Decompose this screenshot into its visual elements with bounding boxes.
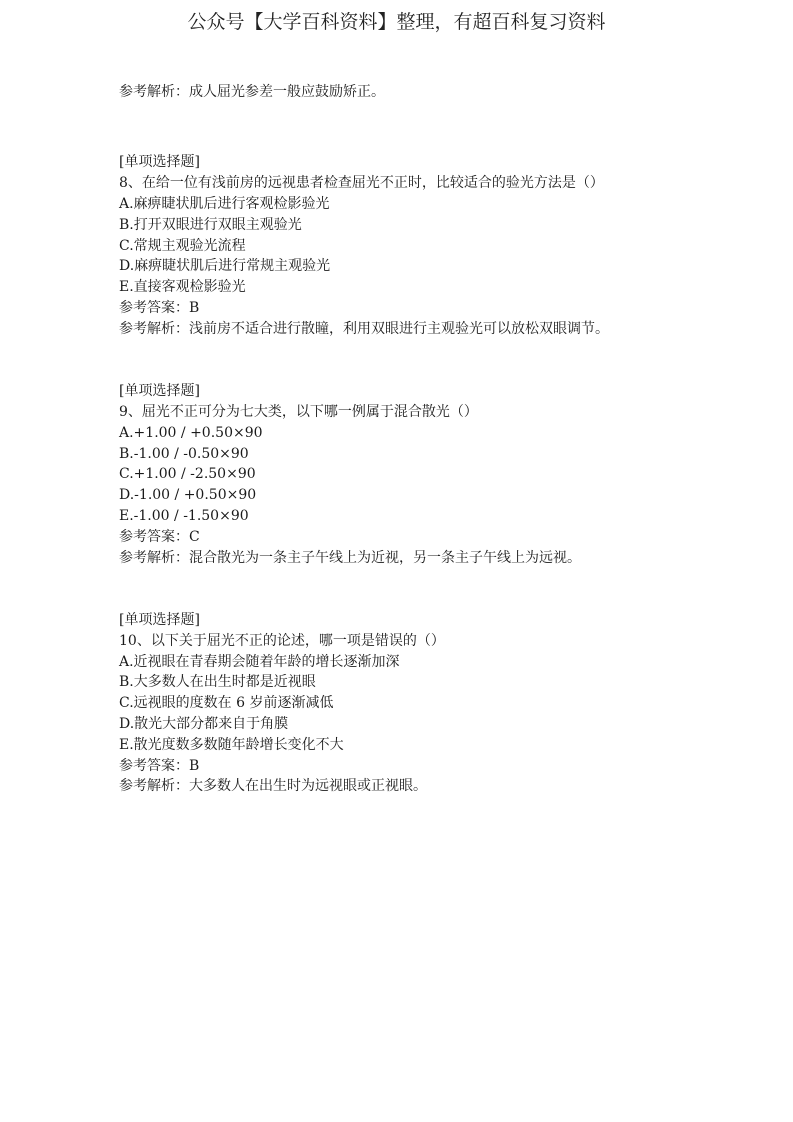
- answer: 参考答案：C: [119, 528, 200, 545]
- option-b: B.大多数人在出生时都是近视眼: [119, 674, 316, 691]
- analysis: 参考解析：混合散光为一条主子午线上为近视，另一条主子午线上为远视。: [119, 549, 581, 566]
- question-block-9: [119, 381, 679, 568]
- option-e: E.直接客观检影验光: [119, 279, 246, 296]
- option-e: E.-1.00 / -1.50×90: [119, 507, 249, 524]
- spacer: [119, 340, 679, 382]
- question-type: [单项选择题]: [119, 611, 200, 628]
- answer: 参考答案：B: [119, 299, 200, 316]
- answer: 参考答案：B: [119, 757, 200, 774]
- option-c: C.+1.00 / -2.50×90: [119, 466, 256, 483]
- intro-analysis: 参考解析：成人屈光参差一般应鼓励矫正。: [119, 84, 385, 100]
- option-a: A.麻痹睫状肌后进行客观检影验光: [119, 195, 330, 212]
- spacer: [119, 103, 679, 153]
- option-d: D.麻痹睫状肌后进行常规主观验光: [119, 258, 331, 275]
- page-header-title: 公众号【大学百科资料】整理，有超百科复习资料: [187, 11, 606, 33]
- option-b: B.打开双眼进行双眼主观验光: [119, 216, 302, 233]
- document-body: [119, 82, 679, 797]
- spacer: [119, 568, 679, 610]
- question-type: [单项选择题]: [119, 154, 200, 171]
- option-d: D.散光大部分都来自于角膜: [119, 715, 289, 732]
- option-e: E.散光度数多数随年龄增长变化不大: [119, 736, 344, 753]
- question-stem: 8、在给一位有浅前房的远视患者检查屈光不正时，比较适合的验光方法是（）: [119, 175, 604, 192]
- option-c: C.远视眼的度数在 6 岁前逐渐减低: [119, 695, 334, 712]
- option-d: D.-1.00 / +0.50×90: [119, 487, 257, 504]
- option-b: B.-1.00 / -0.50×90: [119, 445, 249, 462]
- analysis: 参考解析：浅前房不适合进行散瞳，利用双眼进行主观验光可以放松双眼调节。: [119, 320, 609, 337]
- analysis: 参考解析：大多数人在出生时为远视眼或正视眼。: [119, 778, 427, 795]
- question-block-10: [119, 610, 679, 797]
- question-type: [单项选择题]: [119, 383, 200, 400]
- option-a: A.+1.00 / +0.50×90: [119, 424, 263, 441]
- question-stem: 10、以下关于屈光不正的论述，哪一项是错误的（）: [119, 632, 445, 649]
- option-c: C.常规主观验光流程: [119, 237, 246, 254]
- question-block-8: [119, 152, 679, 339]
- option-a: A.近视眼在青春期会随着年龄的增长逐渐加深: [119, 653, 400, 670]
- question-stem: 9、屈光不正可分为七大类，以下哪一例属于混合散光（）: [119, 403, 478, 420]
